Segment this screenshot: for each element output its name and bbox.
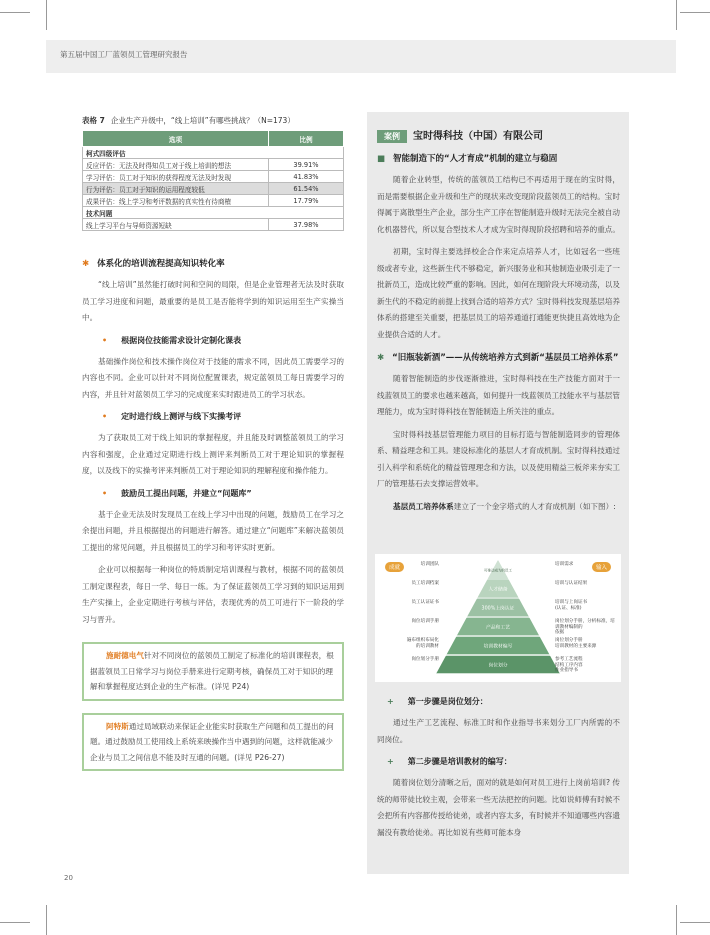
case-tag: 案例 <box>377 130 407 143</box>
right-badge: 输入 <box>592 562 611 572</box>
bullet-icon: • <box>102 488 108 498</box>
table-row: 学习评估：员工对于知识的获得程度无法及时发现 41.83% <box>83 171 344 183</box>
sub-heading: • 鼓励员工提出问题，并建立“问题库” <box>102 488 252 498</box>
section-title: 柯式四级评估 <box>83 147 344 159</box>
pyramid-level-label: 培训教材编写 <box>483 644 513 650</box>
section-heading: ✱ 体系化的培训流程提高知识转化率 <box>82 259 225 269</box>
pyramid-right-label: 培训与上岗证书 (认证、标准) <box>555 600 588 611</box>
paragraph: 随着智能制造的步伐逐渐推进，宝时得科技在生产技能方面对于一线蓝领员工的要求也越来越高，如何提升一线蓝领员工技能水平与基层管理能力，成为宝时得科技在智能制造上所关注的重点。 <box>377 374 620 416</box>
paragraph: 通过生产工艺流程、标准工时和作业指导书来划分工厂内所需的不同岗位。 <box>377 718 620 744</box>
pyramid-diagram <box>375 554 621 682</box>
pyramid-level-label: 岗位划分 <box>488 663 508 669</box>
table-row: 线上学习平台与导师资源短缺 37.98% <box>83 219 344 231</box>
col-option: 选项 <box>83 131 269 147</box>
page-number: 20 <box>64 874 73 882</box>
pyramid-right-label: 岗位划分手册 培训教材的主要来源 <box>555 638 597 649</box>
table-row: 反应评估：无法及时得知员工对于线上培训的想法 39.91% <box>83 159 344 171</box>
section-heading: ✱ “旧瓶装新酒”——从传统培养方式到新“基层员工培养体系” <box>377 353 619 363</box>
plus-icon: + <box>387 697 394 706</box>
sub-heading: • 定时进行线上测评与线下实操考评 <box>102 412 242 421</box>
paragraph: 基于企业无法及时发现员工在线上学习中出现的问题，鼓励员工在学习之余提出问题，并且根据提出的问题进行解答。通过建立“问题库”来解决蓝领员工提出的常见问题，并且根据员工的学习和考评实时更新。 <box>82 509 344 552</box>
pyramid-left-label: 员工认证证书 <box>411 600 439 605</box>
left-badge: 成就 <box>385 562 404 572</box>
pyramid-left-label: 员工培训档案 <box>411 581 439 586</box>
pyramid-left-label: 岗位划分手册 <box>411 657 439 662</box>
pyramid-left-label: 培训团队 <box>420 562 439 567</box>
pyramid-level-label: 300%上岗认证 <box>481 606 515 612</box>
case-body-top <box>377 152 620 515</box>
note-text: 通过局域联动来保证企业能实时获取生产问题和员工提出的问题。通过鼓励员工使用线上系统来映操作当中遇到的问题，这样就能减少企业与员工之间信息不能及时互通的问题。(详见 P26-27) <box>90 721 334 762</box>
table-label: 表格 7 <box>82 116 105 125</box>
paragraph: 随着企业转型，传统的蓝领员工结构已不再适用于现在的宝时得，而是需要根据企业升级和生产的现状来改变现阶段蓝领员工的结构。宝时得属于离散型生产企业，部分生产工序在智能制造升级时无法完全被自动化机器替代，所以复合型技术人才成为宝时得现阶段招聘和培养的重点。 <box>377 175 620 234</box>
table-caption-text: 企业生产升级中，“线上培训”有哪些挑战？（N=173） <box>110 116 295 125</box>
header-title: 第五届中国工厂蓝领员工管理研究报告 <box>60 50 188 59</box>
pyramid-left-label: 遍布组织布局化 的培训教材 <box>406 638 439 649</box>
paragraph: 基层员工培养体系建立了一个金字塔式的人才育成机制（如下图）: <box>393 501 616 511</box>
paragraph: 基础操作岗位和技术操作岗位对于技能的需求不同，因此员工需要学习的内容也不同。企业可以针对不同岗位配置课表，规定蓝领员工每日需要学习的内容，并且针对蓝领员工学习的完成度来实时跟进员工的学习状态。 <box>82 356 344 399</box>
paragraph: 宝时得科技基层管理能力项目的目标打造与智能制造同步的管理体系、精益理念和工具。建设标准化的基层人才育成机制。宝时得科技通过引入科学和系统化的精益管理理念和方法，以及使用精益三板斧来夯实工厂的管理基石去支撑运营效率。 <box>377 429 620 488</box>
square-bullet-icon: ■ <box>377 154 386 164</box>
pyramid-right-label: 岗位划分手册，分析标准，培训教材编制的 依据 <box>555 619 615 635</box>
crop-mark <box>0 922 30 923</box>
case-company: 宝时得科技（中国）有限公司 <box>413 131 543 142</box>
note-box <box>82 713 344 772</box>
case-body-bottom <box>377 694 620 841</box>
section-heading: ■ 智能制造下的“人才育成”机制的建立与稳固 <box>377 154 558 164</box>
bullet-icon: • <box>102 335 108 345</box>
note-org: 施耐德电气 <box>106 651 144 660</box>
crop-mark <box>46 0 47 30</box>
pyramid-level-label: 产品和工艺 <box>486 625 510 631</box>
table-row: 成果评估：线上学习和考评数据的真实性有待商榷 17.79% <box>83 195 344 207</box>
paragraph: 初期，宝时得主要选择校企合作来定点培养人才，比如冠名一些班级或者专业，这些新生代不够稳定，新兴服务业和其他制造业吸引走了一批新员工，造成比较严重的影响。因此，如何在现阶段大环境动荡，以及新生代的不稳定的前提上找到合适的培养方式？宝时得科技发现基层培养体系的搭建至关重要，把基层员工的培养通道打通能更快捷且高效地为企业提供合适的人才。 <box>377 247 620 339</box>
pyramid-level-label: 人才储备 <box>488 587 508 593</box>
bullet-icon: ✱ <box>377 353 385 363</box>
crop-mark <box>680 12 710 13</box>
sub-heading: + 第一步骤是岗位划分： <box>387 697 488 706</box>
crop-mark <box>0 12 30 13</box>
note-org: 阿特斯 <box>106 721 129 731</box>
note-text: 针对不同岗位的蓝领员工制定了标准化的培训课程表，根据蓝领员工日常学习与岗位手册来进行定期考核，确保员工对于知识的理解和掌握程度达到企业的生产标准。(详见 P24) <box>90 651 334 691</box>
case-study-box <box>367 112 629 874</box>
paragraph: 随着岗位划分清晰之后，面对的就是如何对员工进行上岗前培训? 传统的师带徒比较主观，会带来一些无法把控的问题。比如说师傅有时候不会把所有内容都传授给徒弟，或者内容太多，有时候并不知道哪些内容遗漏没有教给徒弟。再比如说有些师可能本身 <box>377 778 620 837</box>
case-header <box>377 124 543 143</box>
table-row-highlight: 行为评估：员工对于知识的运用程度较低 61.54% <box>83 183 344 195</box>
paragraph: 企业可以根据每一种岗位的特质制定培训课程与教材，根据不同的蓝领员工制定课程表，每日一学、每日一练。为了保证蓝领员工学习到的知识运用到生产实操上，企业定期进行考核与评估，表现优秀的员工可进行下一阶段的学习与晋升。 <box>82 565 344 624</box>
col-ratio: 比例 <box>269 131 344 147</box>
pyramid-right-label: 培训需求 <box>555 562 574 567</box>
paragraph: “线上培训”虽然能打破时间和空间的局限，但是企业管理者无法及时获取员工学习进度和问题，最重要的是员工是否能将学到的知识运用至生产实操当中。 <box>82 280 344 322</box>
pyramid-right-label: 参考工艺流程 结构工序内容 作业指导书 <box>555 657 583 673</box>
pyramid-right-label: 培训与认证结果 <box>555 581 588 586</box>
crop-mark <box>46 905 47 935</box>
pyramid-level-label: 可推动成为的员工 <box>484 568 512 573</box>
pyramid-left-label: 岗位培训手册 <box>411 619 439 624</box>
page-header <box>46 40 676 73</box>
sub-heading: • 根据岗位技能需求设计定制化课表 <box>102 335 242 345</box>
note-box <box>82 642 344 701</box>
sub-heading: + 第二步骤是培训教材的编写： <box>387 757 512 766</box>
section-title: 技术问题 <box>83 207 344 219</box>
left-column <box>82 115 344 771</box>
bullet-icon: ✱ <box>82 259 90 269</box>
plus-icon: + <box>387 757 394 766</box>
table-caption <box>82 115 344 126</box>
bullet-icon: • <box>102 412 108 421</box>
crop-mark <box>676 0 677 30</box>
paragraph: 为了获取员工对于线上知识的掌握程度，并且能及时调整蓝领员工的学习内容和强度，企业通过定期进行线上测评来判断员工对于理论知识的掌握程度，以及线下的实操考评来判断员工对于理论知识的理解程度和操作能力。 <box>82 433 344 475</box>
crop-mark <box>680 922 710 923</box>
crop-mark <box>676 905 677 935</box>
challenge-table <box>82 130 344 231</box>
